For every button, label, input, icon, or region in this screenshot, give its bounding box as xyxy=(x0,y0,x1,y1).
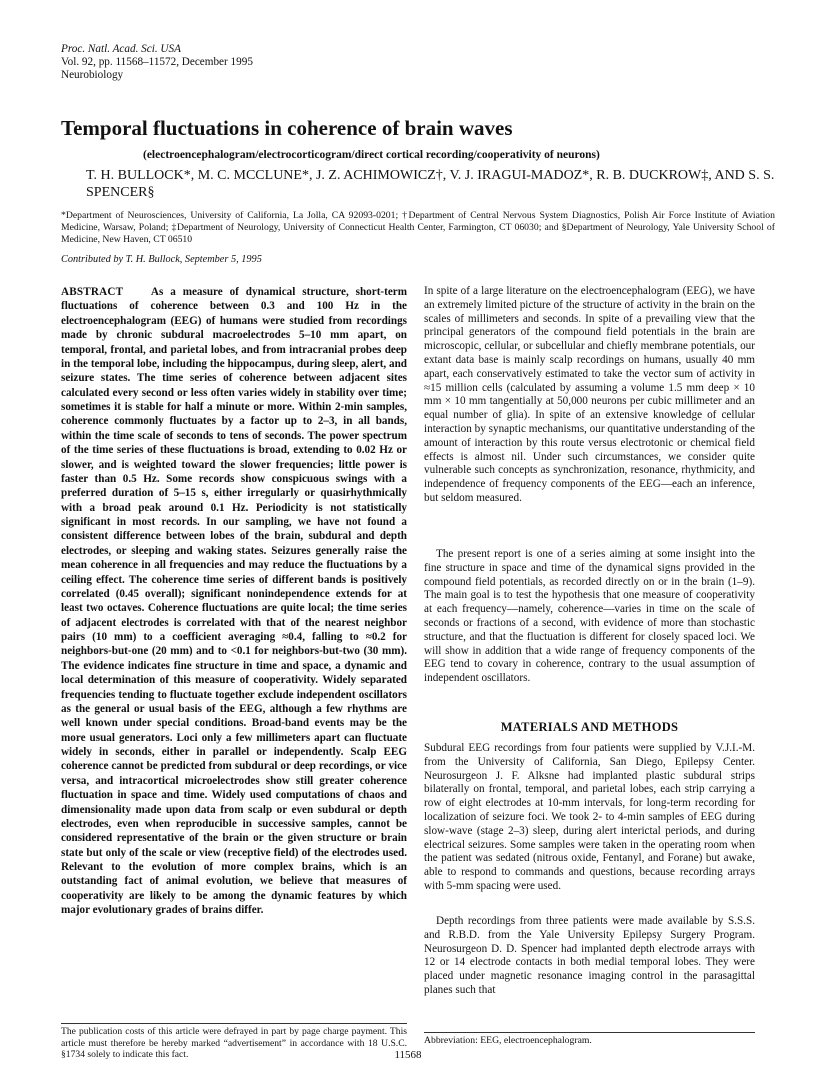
intro-paragraph-1-text: In spite of a large literature on the electroencephalogram (EEG), we have an extremely limited picture of the structure of activity in the brain on the scales of millimeters and seconds. In spite of a prevailing view that the principal generators of the compound field potentials in the brain are microscopic, cellular, or subcellular and chiefly membrane potentials, our extant data base is mainly scalp recordings on humans, usually 40 mm apart, each conservatively estimated to take the vector sum of activity in ≈15 million cells (calculated by assuming a volume 1.5 mm deep × 10 mm × 10 mm tangentially at 50,000 neurons per cubic millimeter and an equal number of glia). In spite of an extensive knowledge of cellular interaction by synaptic mechanisms, our quantitative understanding of the amount of interaction by this route versus electrotonic or chemical field effects is almost nil. Under such circumstances, we consider quite vulnerable such concepts as synchronization, resonance, rhythmicity, and independence of frequency components of the EEG—each an inference, but seldom measured. xyxy=(424,285,755,504)
abstract-text: As a measure of dynamical structure, short-term fluctuations of coherence between 0.3 and 100 Hz in the electroencephalogram (EEG) of humans were studied from recordings made by chronic subdural macroelectrodes 5–10 mm apart, on temporal, frontal, and parietal lobes, and from intracranial probes deep in the temporal lobe, including the hippocampus, during sleep, alert, and seizure states. The time series of coherence between adjacent sites calculated every second or less often varies widely in stability over time; sometimes it is stable for half a minute or more. Within 2-min samples, coherence commonly fluctuates by a factor up to 2–3, in all bands, within the time scale of seconds to tens of seconds. The power spectrum of the time series of these fluctuations is broad, extending to 0.02 Hz or slower, and is weighted toward the slower frequencies; little power is faster than 0.5 Hz. Some records show conspicuous swings with a preferred duration of 5–15 s, either irregularly or quasirhythmically with a broad peak around 0.1 Hz. Periodicity is not statistically significant in most records. In our sampling, we have not found a consistent difference between lobes of the brain, subdural and depth electrodes, or sleeping and waking states. Seizures generally raise the mean coherence in all frequencies and may reduce the fluctuations by a ceiling effect. The coherence time series of different bands is positively correlated (0.45 overall); significant nonindependence extends for at least two octaves. Coherence fluctuations are quite local; the time series of adjacent electrodes is correlated with that of the nearest neighbor pairs (10 mm) to a coefficient averaging ≈0.4, falling to ≈0.2 for neighbors-but-one (20 mm) and to <0.1 for neighbors-but-two (30 mm). The evidence indicates fine structure in time and space, a dynamic and local determination of this measure of cooperativity. Widely separated frequencies tending to fluctuate together exclude independent oscillators as the general or usual basis of the EEG, although a few rhythms are well known under special conditions. Broad-band events may be the more usual generators. Loci only a few millimeters apart can fluctuate widely in seconds, either in parallel or independently. Scalp EEG coherence cannot be predicted from subdural or deep recordings, or vice versa, and intracortical microelectrodes show still greater coherence fluctuation in space and time. Widely used computations of chaos and dimensionality made upon data from scalp or even subdural or depth electrodes, even when reproducible in successive samples, cannot be considered representative of the brain or the given structure or brain state but only of the scale or view (receptive field) of the electrodes used. Relevant to the evolution of more complex brains, which is an outstanding fact of animal evolution, we believe that measures of cooperativity are likely to be among the dynamic features by which major evolutionary grades of brains differ. xyxy=(61,286,407,917)
footnote-rule xyxy=(61,1023,407,1024)
volume-line: Vol. 92, pp. 11568–11572, December 1995 xyxy=(61,56,253,68)
methods-paragraph-2-text: Depth recordings from three patients were made available by S.S.S. and R.B.D. from the Yale University Epilepsy Surgery Program. Neurosurgeon D. D. Spencer had implanted depth electrode arrays with 12 or 14 electrode contacts in both medial temporal lobes. They were placed under magnetic resonance imaging control in the parasagittal planes such that xyxy=(424,915,755,996)
methods-paragraph-2 xyxy=(424,915,755,998)
publication-cost-footnote: The publication costs of this article were defrayed in part by page charge payment. This article must therefore be hereby marked “advertisement” in accordance with 18 U.S.C. §1734 solely to indicate this fact. xyxy=(61,1026,407,1060)
methods-heading: MATERIALS AND METHODS xyxy=(500,720,679,734)
abstract-heading: ABSTRACT xyxy=(61,286,124,298)
author-list: T. H. BULLOCK*, M. C. MCCLUNE*, J. Z. ACHIMOWICZ†, V. J. IRAGUI-MADOZ*, R. B. DUCKROW‡, AND S. S. SPENCER§ xyxy=(86,168,775,200)
intro-paragraph-2-text: The present report is one of a series aiming at some insight into the fine structure in space and time of the dynamical signs provided in the compound field potentials, as recorded directly on or in the brain (1–9). The main goal is to test the hypothesis that one measure of cooperativity at each frequency—namely, coherence—varies in time on the scale of seconds or fractions of a second, with evidence of more than stochastic structure, and that the fluctuation is different for closely spaced loci. We will show in addition that a wide range of frequency components of the EEG tend to covary in coherence, contrary to the usual assumption of independent oscillators. xyxy=(424,548,755,685)
methods-paragraph-1-text: Subdural EEG recordings from four patients were supplied by V.J.I.-M. from the University of California, San Diego, Epilepsy Center. Neurosurgeon J. F. Alksne had implanted plastic subdural strips bilaterally on frontal, temporal, and parietal lobes, each strip carrying a row of eight electrodes at 10-mm intervals, for long-term recording for localization of seizure foci. We took 2- to 4-min samples of EEG during slow-wave (stage 2–3) sleep, during alert interictal periods, and during electrical seizures. Some samples were taken in the operating room when the patient was sedated (nitrous oxide, Fentanyl, and Forane) but awake, able to respond to commands and questions, because recording arrays with 5-mm spacing were used. xyxy=(424,742,755,892)
affiliations: *Department of Neurosciences, University of California, La Jolla, CA 92093-0201; †Department of Central Nervous System Diagnostics, Polish Air Force Institute of Aviation Medicine, Warsaw, Poland; ‡Department of Neurology, University of Connecticut Health Center, Farmington, CT 06030; and §Department of Neurology, Yale University School of Medicine, New Haven, CT 06510 xyxy=(61,210,775,245)
section-name: Neurobiology xyxy=(61,69,124,81)
abbreviation-rule xyxy=(424,1032,755,1033)
intro-paragraph-2 xyxy=(424,548,755,686)
journal-name: Proc. Natl. Acad. Sci. USA xyxy=(61,43,181,55)
contributed-by: Contributed by T. H. Bullock, September 5, 1995 xyxy=(61,254,262,265)
paper-title: Temporal fluctuations in coherence of brain waves xyxy=(61,116,513,140)
methods-paragraph-1 xyxy=(424,742,755,894)
journal-header xyxy=(61,43,253,82)
page-number: 11568 xyxy=(394,1049,422,1061)
abstract xyxy=(61,285,407,918)
keywords: (electroencephalogram/electrocorticogram/direct cortical recording/cooperativity of neurons) xyxy=(143,149,600,161)
abbreviation-note: Abbreviation: EEG, electroencephalogram. xyxy=(424,1035,592,1046)
intro-paragraph-1 xyxy=(424,285,755,506)
